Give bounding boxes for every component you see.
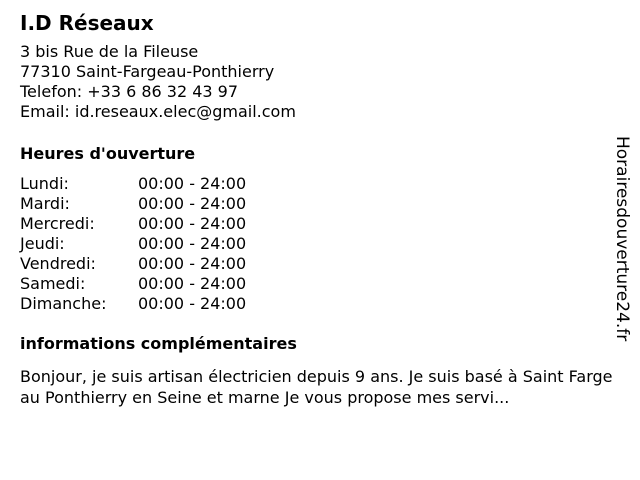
day-label: Dimanche: [20, 294, 107, 313]
hours-row-monday [20, 174, 246, 194]
time-range: 00:00 - 24:00 [138, 214, 247, 233]
address-street: 3 bis Rue de la Fileuse [20, 42, 199, 61]
day-label: Jeudi: [20, 234, 65, 253]
business-name: I.D Réseaux [20, 11, 154, 35]
hours-row-saturday [20, 274, 246, 294]
time-range: 00:00 - 24:00 [138, 254, 247, 273]
hours-row-thursday [20, 234, 246, 254]
day-label: Mercredi: [20, 214, 95, 233]
email-address: Email: id.reseaux.elec@gmail.com [20, 102, 296, 121]
address-city: 77310 Saint-Fargeau-Ponthierry [20, 62, 275, 81]
hours-row-tuesday [20, 194, 246, 214]
business-card [20, 10, 613, 407]
time-range: 00:00 - 24:00 [138, 274, 247, 293]
opening-hours-heading: Heures d'ouverture [20, 144, 196, 163]
additional-info-text: Bonjour, je suis artisan électricien depuis 9 ans. Je suis basé à Saint Fargeau Ponthierry en Seine et marne Je vous propose mes servi... [20, 367, 613, 407]
site-watermark: Horairesdouverture24.fr [612, 136, 632, 342]
time-range: 00:00 - 24:00 [138, 174, 247, 193]
day-label: Lundi: [20, 174, 69, 193]
day-label: Vendredi: [20, 254, 96, 273]
time-range: 00:00 - 24:00 [138, 194, 247, 213]
opening-hours-list [20, 174, 246, 314]
contact-block [20, 42, 610, 122]
day-label: Samedi: [20, 274, 86, 293]
phone-number: Telefon: +33 6 86 32 43 97 [20, 82, 239, 101]
time-range: 00:00 - 24:00 [138, 234, 247, 253]
hours-row-friday [20, 254, 246, 274]
time-range: 00:00 - 24:00 [138, 294, 247, 313]
day-label: Mardi: [20, 194, 70, 213]
hours-row-sunday [20, 294, 246, 314]
additional-info-heading: informations complémentaires [20, 334, 297, 353]
hours-row-wednesday [20, 214, 246, 234]
